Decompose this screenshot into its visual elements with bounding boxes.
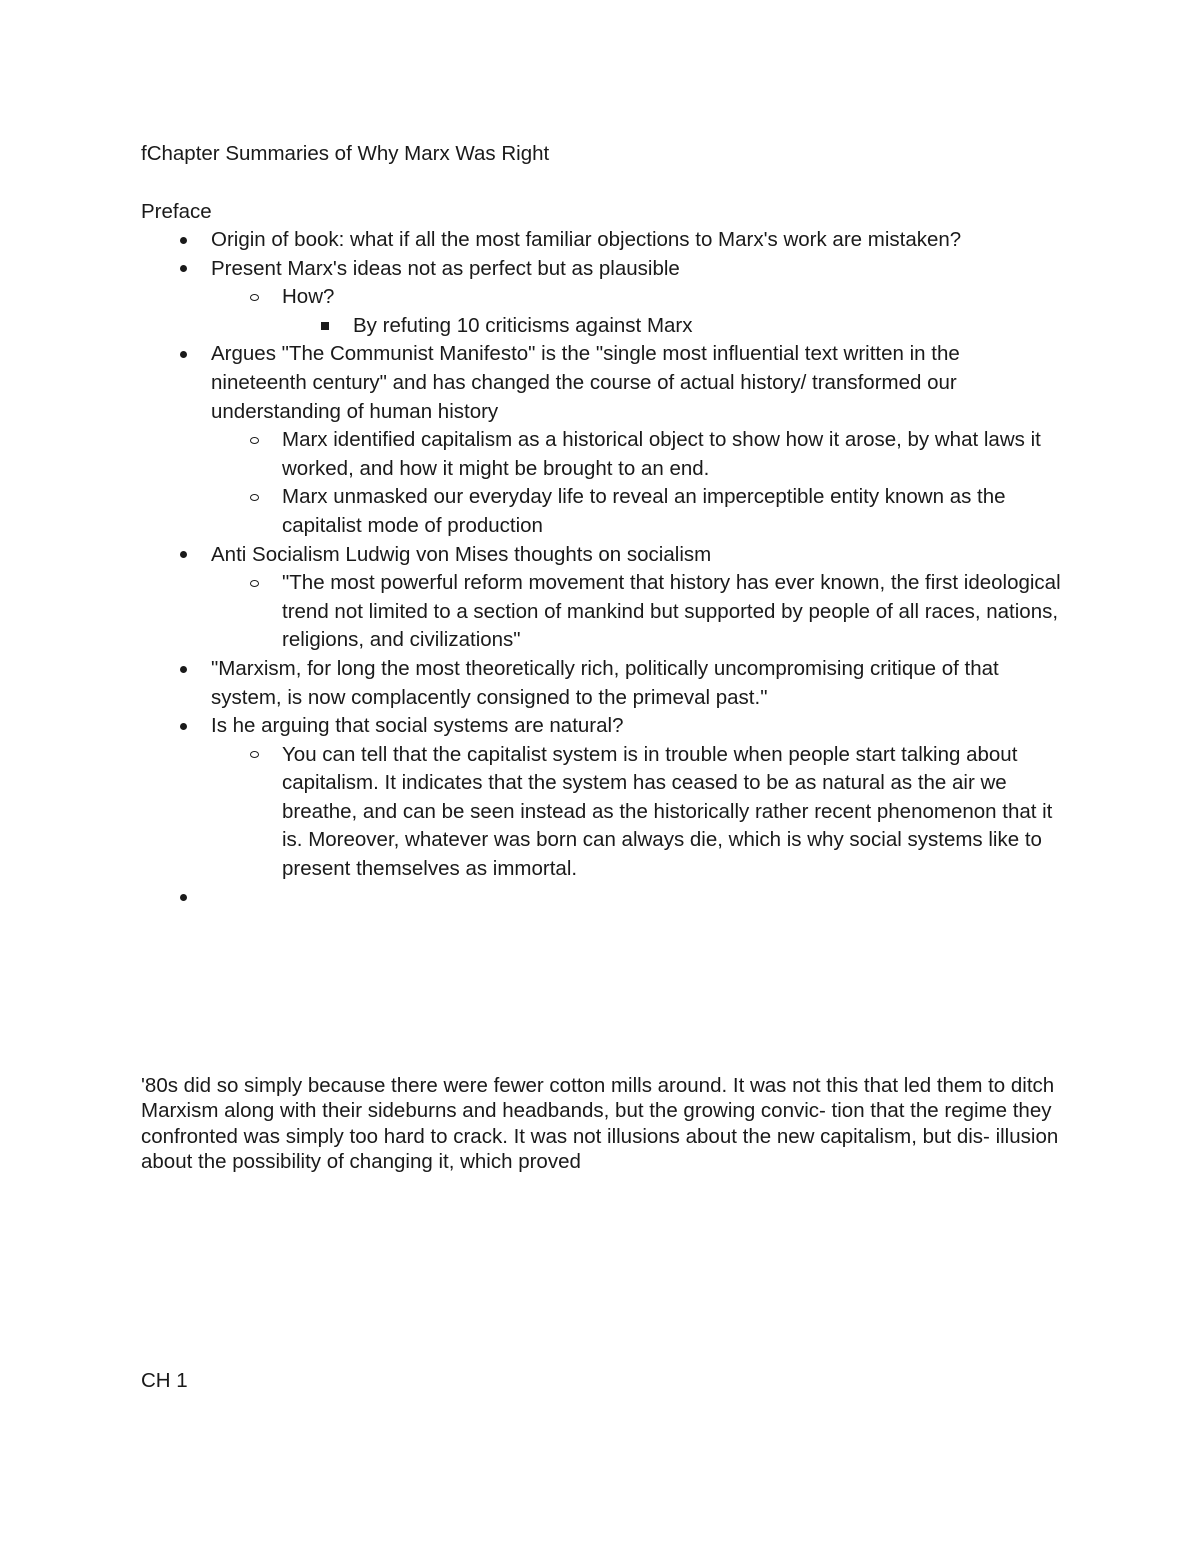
outline-item: [0, 655, 1061, 712]
preface-outline: [0, 226, 1200, 912]
outline-item-text: You can tell that the capitalist system is in trouble when people start talking about capitalism. It indicates that the system has ceased to be as natural as the air we breathe, and can be seen instead as the historically rather recent phenomenon that it is. Moreover, whatever was born can always die, which is why social systems like to present themselves as immortal.: [282, 742, 1053, 881]
square-marker-icon: [318, 312, 332, 341]
outline-item-text: Origin of book: what if all the most familiar objections to Marx's work are mistaken?: [211, 228, 962, 251]
outline-item: [0, 712, 1061, 741]
book-excerpt: '80s did so simply because there were fewer cotton mills around. It was not this that led them to ditch Marxism along with their sideburns and headbands, but the growing convic- tion that the regime they confronted was simply too hard to crack. It was not illusions about the new capitalism, but dis- illusion about the possibility of changing it, which proved: [141, 1074, 1059, 1173]
chapter-heading: CH 1: [141, 1369, 188, 1392]
outline-item-text: By refuting 10 criticisms against Marx: [353, 313, 693, 337]
bullet-marker-icon: [176, 340, 190, 369]
outline-item: [0, 426, 1062, 483]
bullet-marker-icon: [176, 655, 190, 684]
outline-item-text: Argues "The Communist Manifesto" is the "single most influential text written in the nineteenth century" and has changed the course of actual history/ transformed our understanding of human history: [211, 342, 960, 423]
bullet-marker-icon: [176, 226, 190, 255]
circle-marker-icon: [247, 569, 261, 598]
outline-item: [0, 541, 1061, 570]
outline-item-text: Anti Socialism Ludwig von Mises thoughts on socialism: [211, 542, 712, 566]
outline-item-text: Marx identified capitalism as a historical object to show how it arose, by what laws it worked, and how it might be brought to an end.: [282, 428, 1041, 480]
document-title: fChapter Summaries of Why Marx Was Right: [141, 142, 550, 165]
outline-item: [0, 312, 1053, 341]
outline-item: [0, 340, 1061, 426]
outline-item-text: Present Marx's ideas not as perfect but as plausible: [211, 256, 680, 280]
circle-marker-icon: [247, 426, 261, 455]
circle-marker-icon: [247, 741, 261, 770]
outline-item-text: Marx unmasked our everyday life to reveal an imperceptible entity known as the capitalist mode of production: [282, 485, 1006, 537]
outline-item: [0, 226, 1061, 255]
outline-item-text: Is he arguing that social systems are natural?: [211, 714, 624, 738]
circle-marker-icon: [247, 483, 261, 512]
outline-item: [0, 884, 1061, 913]
bullet-marker-icon: [176, 541, 190, 570]
bullet-marker-icon: [176, 884, 190, 913]
outline-item-text: "Marxism, for long the most theoretically rich, politically uncompromising critique of that system, is now complacently consigned to the primeval past.": [211, 656, 999, 709]
outline-item: [0, 283, 1062, 312]
outline-item-text: How?: [282, 285, 335, 309]
outline-item: [0, 741, 1062, 884]
bullet-marker-icon: [176, 712, 190, 741]
outline-item: [0, 255, 1061, 284]
circle-marker-icon: [247, 283, 261, 312]
bullet-marker-icon: [176, 255, 190, 284]
outline-item: [0, 483, 1062, 540]
outline-item: [0, 569, 1062, 655]
outline-item-text: "The most powerful reform movement that history has ever known, the first ideological trend not limited to a section of mankind but supported by people of all races, nations, religions, and civilizations": [282, 571, 1061, 652]
section-heading-preface: Preface: [141, 200, 212, 223]
